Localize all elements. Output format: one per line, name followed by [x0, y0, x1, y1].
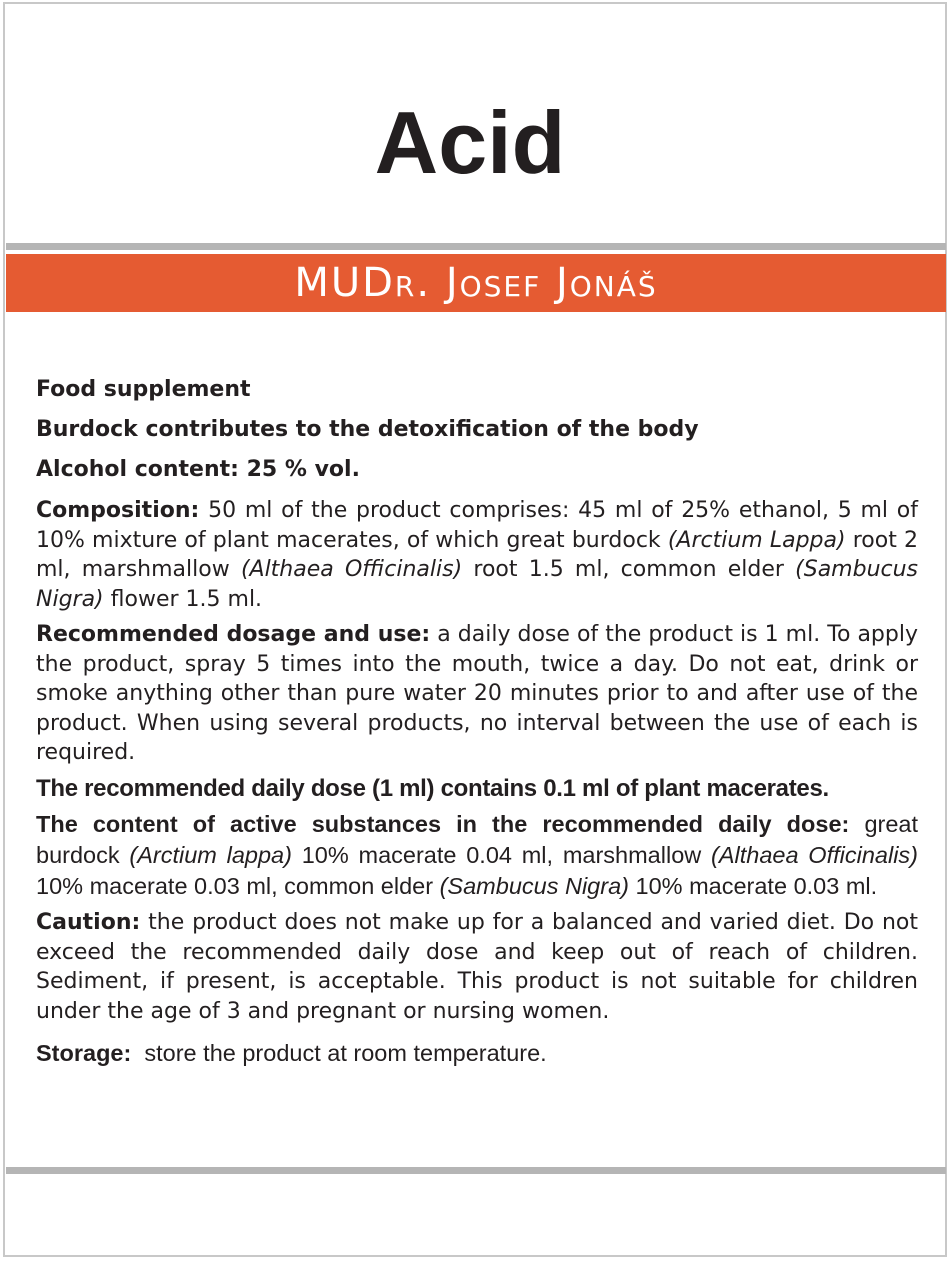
caution-label: Caution:	[36, 910, 141, 935]
active-substances-label: The content of active substances in the recommended daily dose:	[36, 811, 850, 837]
claim-line: Burdock contributes to the detoxification of the body	[36, 417, 699, 442]
bottom-divider	[6, 1167, 946, 1174]
label-content	[36, 370, 918, 1069]
caution-paragraph: Caution: the product does not make up for a balanced and varied diet. Do not exceed the recommended daily dose and keep out of reach of children. Sediment, if present, is acceptable. This product is not suitable for children under the age of 3 and pregnant or nursing women.	[36, 910, 918, 1024]
dosage-paragraph: Recommended dosage and use: a daily dose of the product is 1 ml. To apply the product, spray 5 times into the mouth, twice a day. Do not eat, drink or smoke anything other than pure water 20 minutes prior to and after use of the product. When using several products, no interval between the use of each is required.	[36, 622, 918, 765]
brand-banner	[6, 254, 946, 312]
top-divider	[6, 243, 946, 250]
alcohol-content-line: Alcohol content: 25 % vol.	[36, 457, 360, 482]
dosage-label: Recommended dosage and use:	[36, 622, 431, 647]
daily-dose-line: The recommended daily dose (1 ml) contains 0.1 ml of plant macerates.	[36, 774, 829, 802]
active-substances-paragraph: The content of active substances in the recommended daily dose: great burdock (Arctium lappa) 10% macerate 0.04 ml, marshmallow (Althaea Officinalis) 10% macerate 0.03 ml, common elder (Sambucus Nigra) 10% macerate 0.03 ml.	[36, 811, 919, 899]
storage-line: Storage: store the product at room temperature.	[36, 1040, 547, 1066]
composition-paragraph: Composition: 50 ml of the product comprises: 45 ml of 25% ethanol, 5 ml of 10% mixture of plant macerates, of which great burdock (Arctium Lappa) root 2 ml, marshmallow (Althaea Officinalis) root 1.5 ml, common elder (Sambucus Nigra) flower 1.5 ml.	[36, 498, 919, 612]
brand-name: MUDr. Josef Jonáš	[294, 260, 658, 306]
food-supplement-line: Food supplement	[36, 377, 251, 402]
product-title: Acid	[374, 93, 566, 192]
storage-label: Storage:	[36, 1040, 132, 1066]
composition-label: Composition:	[36, 498, 200, 523]
